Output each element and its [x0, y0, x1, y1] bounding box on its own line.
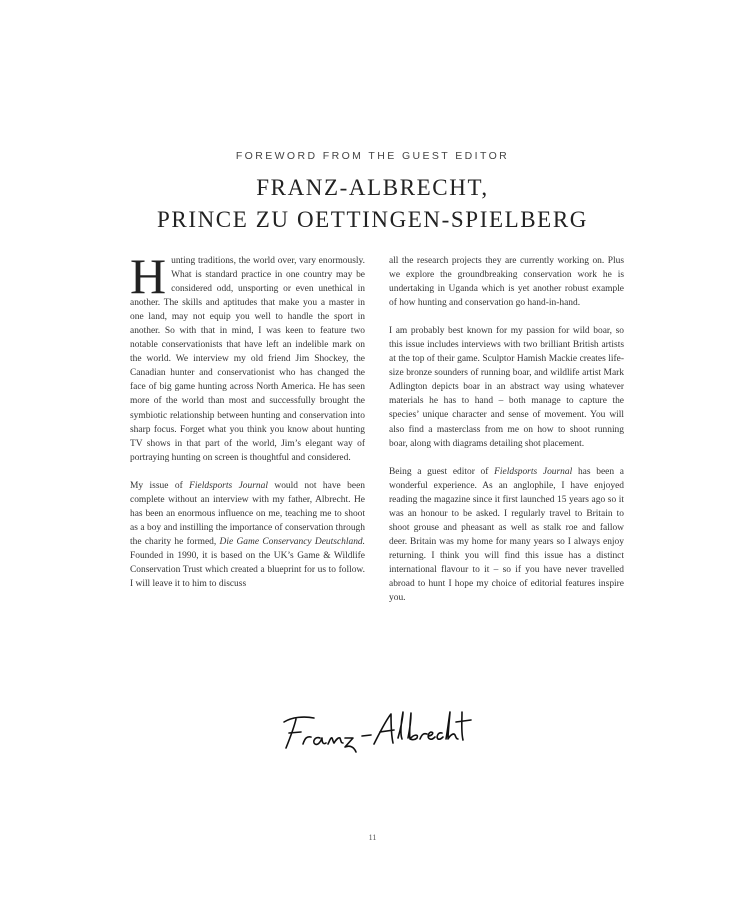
paragraph: all the research projects they are currently working on. Plus we explore the groundbreaking conservation work he is undertaking in Uganda which is yet another robust example of how hunting and conservation go hand-in-hand.: [389, 256, 624, 309]
paragraph-text: Founded in 1990, it is based on the UK’s Game & Wildlife Conservation Trust which created a blueprint for us to follow. I will leave it to him to discuss: [130, 550, 365, 590]
paragraph-text: My issue of: [130, 480, 190, 491]
publication-title: Fieldsports Journal: [494, 466, 573, 477]
title-line-2: PRINCE ZU OETTINGEN-SPIELBERG: [157, 207, 588, 232]
publication-title: Fieldsports Journal: [189, 480, 268, 491]
paragraph: [130, 248, 365, 465]
right-column: [389, 254, 624, 619]
charity-name: Die Game Conservancy Deutschland.: [219, 536, 365, 547]
paragraph-text: would not have been complete without an interview with my father, Albrecht. He has been an enormous influence on me, teaching me to shoot as a boy and instilling the importance of conservation through the charity he formed,: [130, 480, 365, 547]
left-column: [130, 248, 365, 605]
paragraph-text: unting traditions, the world over, vary enormously. What is standard practice in one country may be considered odd, unsporting or even unethical in another. The skills and aptitudes that make you a master in one land, may not equip you well to handle the sport in another. So with that in mind, I was keen to feature two notable conservationists that have left an indelible mark on the world. We interview my old friend Jim Shockey, the Canadian hunter and conservationist who has changed the face of big game hunting across North America. He has seen more of the world than most and successfully brought the symbiotic relationship between hunting and conservation into sharp focus. Forget what you think you know about hunting TV shows in that part of the world, Jim’s elegant way of portraying hunting on screen is thoughtful and considered.: [130, 256, 365, 463]
section-kicker: FOREWORD FROM THE GUEST EDITOR: [235, 150, 510, 162]
paragraph: [130, 479, 365, 591]
title-line-1: FRANZ-ALBRECHT,: [256, 175, 489, 200]
signature: [270, 700, 490, 760]
page-title: [0, 172, 745, 236]
paragraph-text: has been a wonderful experience. As an anglophile, I have enjoyed reading the magazine since it first launched 15 years ago so it was an honour to be asked. I regularly travel to Britain to shoot grouse and pheasant as well as stalk roe and fallow deer. Britain was my home for many years so I always enjoy returning. I think you will find this issue has a distinct international flavour to it – so if you have never travelled abroad to hunt I hope my choice of editorial features inspire you.: [389, 466, 624, 604]
page-number: 11: [368, 833, 377, 842]
paragraph-text: Being a guest editor of: [389, 466, 495, 477]
paragraph: [389, 465, 624, 605]
drop-cap: H: [130, 248, 167, 304]
paragraph: I am probably best known for my passion for wild boar, so this issue includes interviews with two brilliant British artists at the top of their game. Sculptor Hamish Mackie creates life-size bronze sounders of running boar, and wildlife artist Mark Adlington depicts boar in an abstract way using whatever materials he has to hand – both manage to capture the species’ unique character and sense of movement. You will also find a masterclass from me on how to shoot running boar, along with diagrams detailing shot placement.: [389, 326, 624, 449]
